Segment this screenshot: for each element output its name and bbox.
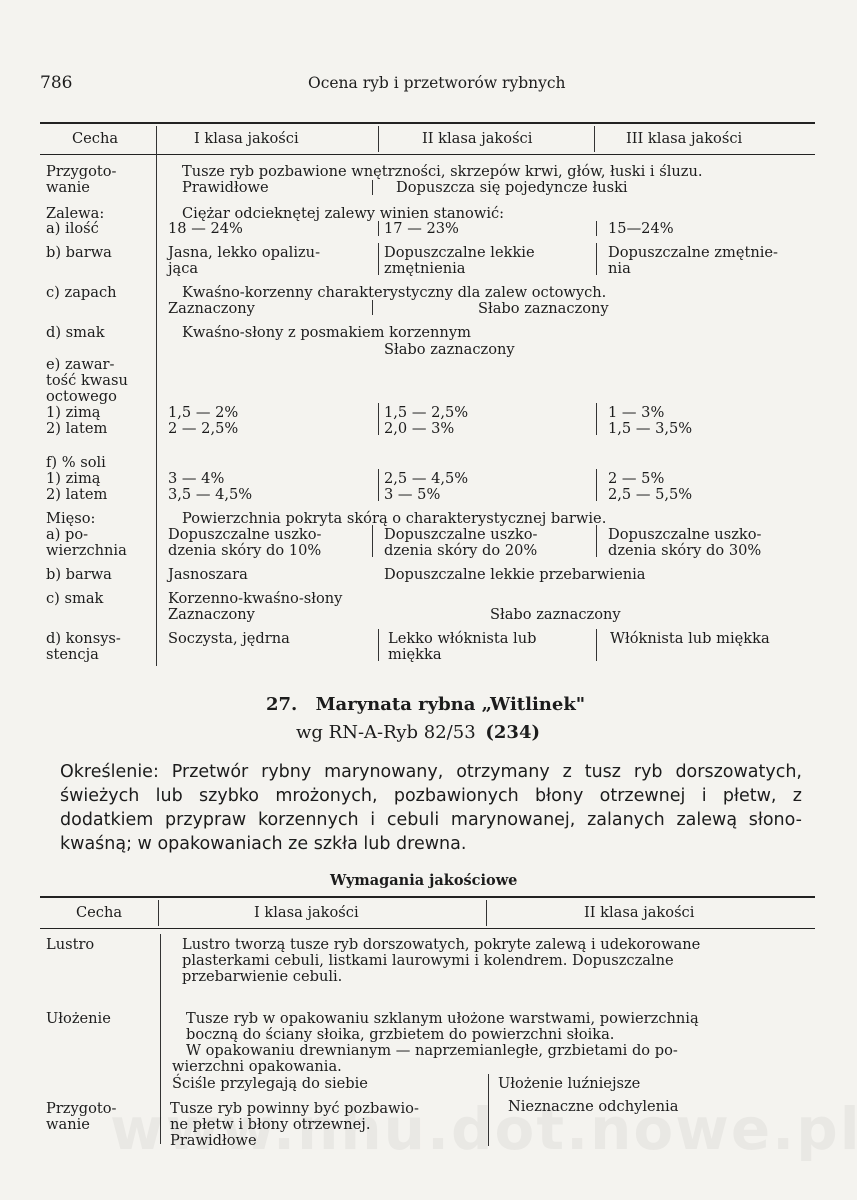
cell-class3: Dopuszczalne uszko- xyxy=(608,526,762,543)
table1-top-rule xyxy=(40,122,815,124)
table1-header-divider xyxy=(378,126,379,152)
cell-class3: Dopuszczalne zmętnie- xyxy=(608,244,778,261)
row-label: stencja xyxy=(46,646,99,663)
definition-paragraph: Określenie: Przetwór rybny marynowany, otrzymany z tusz ryb dorszowatych, świeżych lub szybko mrożonych, pozbawionych błony otrzewnej i płetw, z dodatkiem przypraw korzennych i cebuli marynowanej, zalanych zalewą słono-kwaśną; w opakowaniach ze szkła lub drewna. xyxy=(60,762,802,854)
cell-divider xyxy=(372,180,373,195)
cell-class2: Lekko włóknista lub xyxy=(388,630,537,647)
row-label: Lustro xyxy=(46,936,95,953)
row-label: wanie xyxy=(46,1116,90,1133)
running-title: Ocena ryb i przetworów rybnych xyxy=(308,74,566,92)
section-norm: wg RN-A-Ryb 82/53 xyxy=(296,722,476,743)
table2-top-rule xyxy=(40,896,815,898)
spanning-subtext: Słabo zaznaczony xyxy=(384,341,515,358)
cell-class2: 17 — 23% xyxy=(384,220,459,237)
cell-class1: 3,5 — 4,5% xyxy=(168,486,253,503)
table1-header-cecha: Cecha xyxy=(72,130,119,147)
cell-class2: Dopuszcza się pojedyncze łuski xyxy=(396,179,628,196)
cell-class1: Tusze ryb powinny być pozbawio- xyxy=(170,1100,419,1117)
spanning-text: Tusze ryb pozbawione wnętrzności, skrzepów krwi, głów, łuski i śluzu. xyxy=(182,163,703,180)
cell-class1: 1,5 — 2% xyxy=(168,404,239,421)
cell-class23: Dopuszczalne lekkie przebarwienia xyxy=(384,566,646,583)
table2-caption: Wymagania jakościowe xyxy=(330,872,518,889)
row-label: tość kwasu xyxy=(46,372,128,389)
row-label: 1) zimą xyxy=(46,404,101,421)
page-number: 786 xyxy=(40,73,73,93)
section-name: Marynata rybna „Witlinek" xyxy=(315,694,586,715)
row-label: Mięso: xyxy=(46,510,96,527)
table1-header-class3: III klasa jakości xyxy=(626,130,743,147)
cell-divider xyxy=(378,403,379,435)
table1-header-divider xyxy=(594,126,595,152)
table1-header-class2: II klasa jakości xyxy=(422,130,533,147)
section-norm-line xyxy=(296,722,540,743)
cell-class2: 2,0 — 3% xyxy=(384,420,455,437)
cell-divider xyxy=(596,221,597,236)
cell-class2: Ułożenie luźniejsze xyxy=(498,1075,641,1092)
row-label: Przygoto- xyxy=(46,163,117,180)
row-label: c) smak xyxy=(46,590,104,607)
cell-class1: Jasnoszara xyxy=(168,566,248,583)
cell-class3: 15—24% xyxy=(608,220,674,237)
spanning-text: przebarwienie cebuli. xyxy=(182,968,343,985)
cell-class1: jąca xyxy=(168,260,199,277)
cell-divider xyxy=(596,629,597,661)
row-label: Zalewa: xyxy=(46,205,105,222)
table2-header-cecha: Cecha xyxy=(76,904,123,921)
cell-class23: Słabo zaznaczony xyxy=(490,606,621,623)
row-label: octowego xyxy=(46,388,117,405)
section-ref: (234) xyxy=(485,722,540,743)
table2-header-rule xyxy=(40,928,815,929)
watermark xyxy=(110,1095,857,1163)
cell-divider xyxy=(596,469,597,501)
table2-col-divider xyxy=(486,900,487,926)
cell-class1: ne płetw i błony otrzewnej. xyxy=(170,1116,371,1133)
row-label: a) po- xyxy=(46,526,89,543)
cell-class1: 18 — 24% xyxy=(168,220,243,237)
cell-class1: Zaznaczony xyxy=(168,300,255,317)
cell-divider xyxy=(596,403,597,435)
row-label: d) konsys- xyxy=(46,630,121,647)
cell-class1: Jasna, lekko opalizu- xyxy=(168,244,321,261)
row-label: Przygoto- xyxy=(46,1100,117,1117)
section-number: 27. xyxy=(266,694,298,715)
table2-col-divider xyxy=(158,900,159,926)
spanning-text: Tusze ryb w opakowaniu szklanym ułożone warstwami, powierzchnią xyxy=(186,1010,699,1027)
spanning-text: plasterkami cebuli, listkami laurowymi i kolendrem. Dopuszczalne xyxy=(182,952,674,969)
cell-divider xyxy=(372,525,373,557)
row-label: wanie xyxy=(46,179,90,196)
cell-divider xyxy=(372,300,373,315)
table1-col-divider xyxy=(156,126,157,666)
row-label: d) smak xyxy=(46,324,105,341)
cell-class1: Prawidłowe xyxy=(170,1132,257,1149)
row-label: b) barwa xyxy=(46,566,112,583)
table1-header-class1: I klasa jakości xyxy=(194,130,299,147)
spanning-text: Kwaśno-korzenny charakterystyczny dla zalew octowych. xyxy=(182,284,607,301)
spanning-text: wierzchni opakowania. xyxy=(172,1058,342,1075)
cell-class1: Korzenno-kwaśno-słony xyxy=(168,590,343,607)
cell-class3: 1,5 — 3,5% xyxy=(608,420,693,437)
cell-class2: 3 — 5% xyxy=(384,486,441,503)
cell-divider xyxy=(596,525,597,557)
row-label: f) % soli xyxy=(46,454,106,471)
row-label: 2) latem xyxy=(46,420,108,437)
cell-class2: Dopuszczalne uszko- xyxy=(384,526,538,543)
cell-divider xyxy=(378,629,379,661)
cell-class3: 1 — 3% xyxy=(608,404,665,421)
cell-class2: Słabo zaznaczony xyxy=(478,300,609,317)
row-label: a) ilość xyxy=(46,220,99,237)
cell-divider xyxy=(378,469,379,501)
row-label: b) barwa xyxy=(46,244,112,261)
row-label: 2) latem xyxy=(46,486,108,503)
cell-class1: Ściśle przylegają do siebie xyxy=(172,1075,368,1092)
cell-class1: 2 — 2,5% xyxy=(168,420,239,437)
section-heading xyxy=(266,694,585,715)
row-label: wierzchnia xyxy=(46,542,127,559)
cell-class3: nia xyxy=(608,260,631,277)
table2-header-class1: I klasa jakości xyxy=(254,904,359,921)
cell-class2: 1,5 — 2,5% xyxy=(384,404,469,421)
cell-class2: zmętnienia xyxy=(384,260,466,277)
cell-divider xyxy=(596,243,597,275)
spanning-text: Lustro tworzą tusze ryb dorszowatych, pokryte zalewą i udekorowane xyxy=(182,936,701,953)
cell-divider xyxy=(378,221,379,236)
row-label: c) zapach xyxy=(46,284,117,301)
cell-divider xyxy=(378,243,379,275)
spanning-text: Powierzchnia pokryta skórą o charakterystycznej barwie. xyxy=(182,510,607,527)
row-label: Ułożenie xyxy=(46,1010,111,1027)
spanning-text: Ciężar odcieknętej zalewy winien stanowić: xyxy=(182,205,505,222)
cell-class1: Soczysta, jędrna xyxy=(168,630,290,647)
cell-class3: Włóknista lub miękka xyxy=(610,630,770,647)
cell-class3: 2,5 — 5,5% xyxy=(608,486,693,503)
spanning-text: W opakowaniu drewnianym — naprzemianległe, grzbietami do po- xyxy=(186,1042,678,1059)
row-label: e) zawar- xyxy=(46,356,115,373)
cell-class1: Zaznaczony xyxy=(168,606,255,623)
row-label: 1) zimą xyxy=(46,470,101,487)
cell-class2: dzenia skóry do 20% xyxy=(384,542,538,559)
cell-class1: 3 — 4% xyxy=(168,470,225,487)
table2-header-class2: II klasa jakości xyxy=(584,904,695,921)
spanning-text: Kwaśno-słony z posmakiem korzennym xyxy=(182,324,471,341)
cell-class2: Nieznaczne odchylenia xyxy=(508,1098,679,1115)
cell-class2: miękka xyxy=(388,646,442,663)
cell-class1: dzenia skóry do 10% xyxy=(168,542,322,559)
cell-class1: Dopuszczalne uszko- xyxy=(168,526,322,543)
cell-class3: 2 — 5% xyxy=(608,470,665,487)
cell-class1: Prawidłowe xyxy=(182,179,269,196)
cell-class2: 2,5 — 4,5% xyxy=(384,470,469,487)
cell-class2: Dopuszczalne lekkie xyxy=(384,244,535,261)
cell-class3: dzenia skóry do 30% xyxy=(608,542,762,559)
spanning-text: boczną do ściany słoika, grzbietem do powierzchni słoika. xyxy=(186,1026,615,1043)
